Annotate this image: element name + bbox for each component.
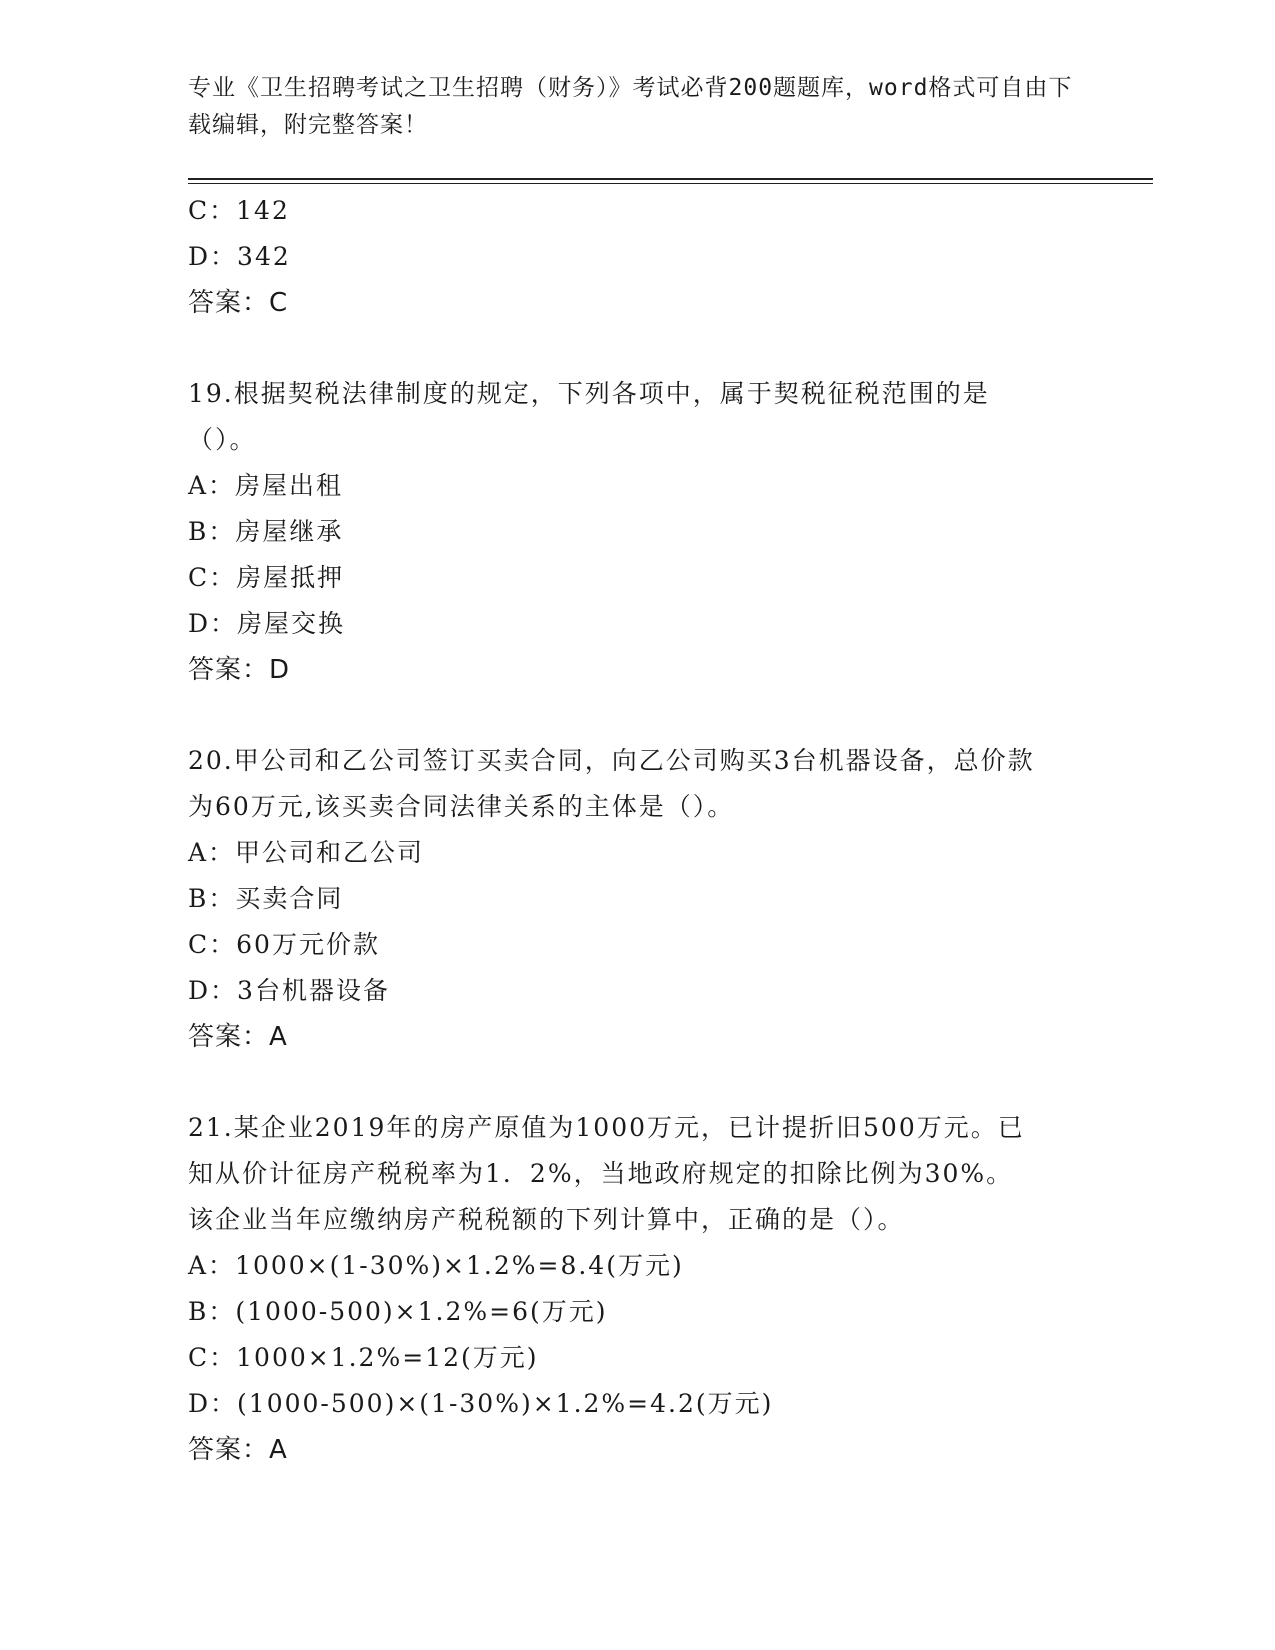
option-b: B：(1000-500)×1.2%=6(万元) — [188, 1297, 608, 1326]
question-19 — [188, 371, 1088, 693]
header-rule-thin — [188, 183, 1153, 184]
answer-line: 答案：C — [188, 288, 289, 318]
option-d: D：(1000-500)×(1-30%)×1.2%=4.2(万元) — [188, 1389, 774, 1418]
question-text: 20.甲公司和乙公司签订买卖合同，向乙公司购买3台机器设备，总价款为60万元,该买卖合同法律关系的主体是（）。 — [188, 746, 1035, 821]
document-body — [188, 188, 1088, 1473]
question-20 — [188, 738, 1088, 1060]
question-21 — [188, 1105, 1088, 1473]
answer-line: 答案：A — [188, 1435, 288, 1465]
option-a: A：房屋出租 — [188, 471, 344, 500]
option-d: D：3台机器设备 — [188, 976, 390, 1005]
question-text: 19.根据契税法律制度的规定，下列各项中，属于契税征税范围的是（）。 — [188, 379, 990, 454]
option-c: C：142 — [188, 196, 290, 225]
option-c: C：1000×1.2%=12(万元) — [188, 1343, 539, 1372]
answer-line: 答案：A — [188, 1022, 288, 1052]
question-text: 21.某企业2019年的房产原值为1000万元，已计提折旧500万元。已知从价计征房产税税率为1．2%，当地政府规定的扣除比例为30%。该企业当年应缴纳房产税税额的下列计算中，正确的是（）。 — [188, 1113, 1025, 1234]
prev-question — [188, 188, 1088, 326]
option-a: A：甲公司和乙公司 — [188, 838, 425, 867]
option-d: D：房屋交换 — [188, 609, 346, 638]
option-b: B：房屋继承 — [188, 517, 344, 546]
option-d: D：342 — [188, 242, 291, 271]
option-b: B：买卖合同 — [188, 884, 344, 913]
option-c: C：房屋抵押 — [188, 563, 345, 592]
option-c: C：60万元价款 — [188, 930, 380, 959]
answer-line: 答案：D — [188, 655, 291, 685]
page-header: 专业《卫生招聘考试之卫生招聘（财务）》考试必背200题题库，word格式可自由下载编辑，附完整答案！ — [188, 75, 1073, 138]
header-rule-thick — [188, 178, 1153, 180]
option-a: A：1000×(1-30%)×1.2%=8.4(万元) — [188, 1251, 684, 1280]
